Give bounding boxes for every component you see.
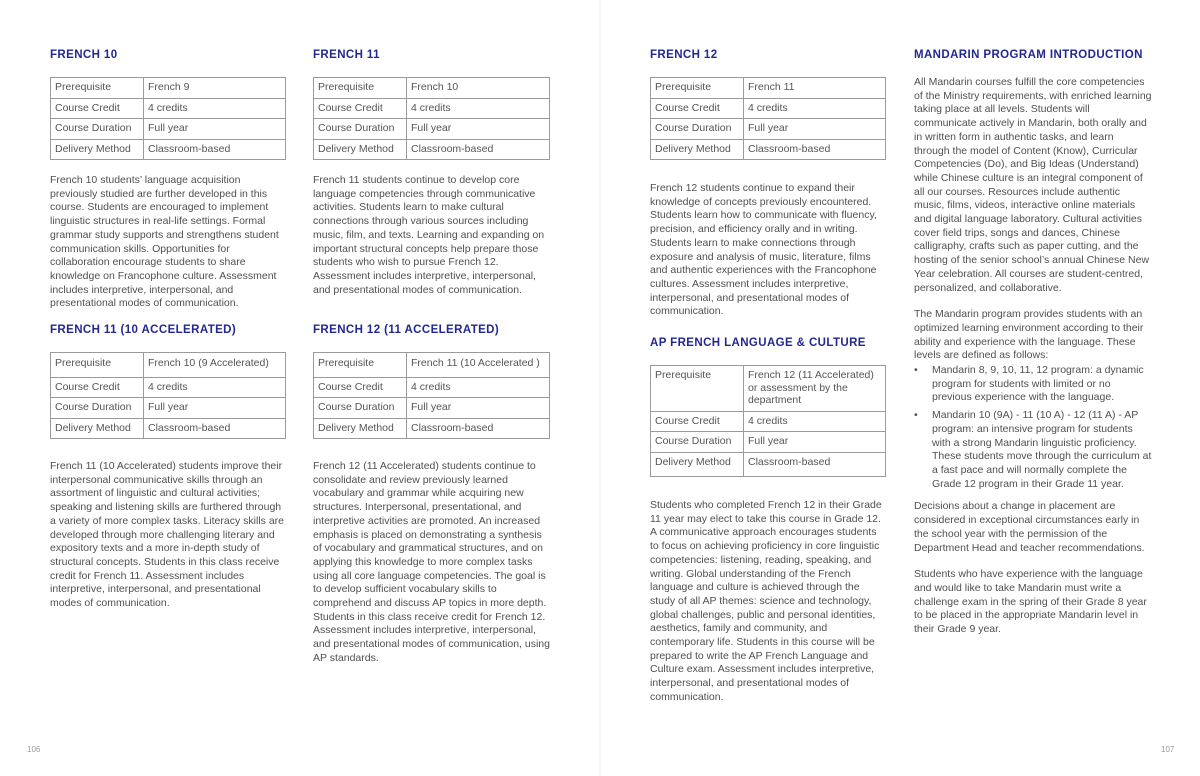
prereq-value: French 11 <box>744 78 886 99</box>
table-row <box>314 98 550 119</box>
delivery-label: Delivery Method <box>314 139 407 160</box>
table-row <box>651 366 886 412</box>
section-title: FRENCH 12 (11 ACCELERATED) <box>313 324 500 336</box>
section-title: MANDARIN PROGRAM INTRODUCTION <box>914 49 1143 61</box>
table-row <box>314 398 550 419</box>
section-french-11-10-accelerated <box>50 323 286 611</box>
course-description: Students who completed French 12 in their Grade 11 year may elect to take this course in Grade 12. A communicative approach encourages students to focus on achieving proficiency in core linguistic competencies: listening, reading, speaking, and writing. Global understanding of the French language and culture is achieved through the study of all AP themes: science and technology, global challenges, public and personal identities, aesthetics, family and community, and contemporary life. Students in this course will be prepared to write the AP French Language and Culture exam. Assessment includes interpretive, interpersonal, and presentational modes of communication. <box>650 499 882 703</box>
table-row <box>651 139 886 160</box>
intro-paragraph: All Mandarin courses fulfill the core competencies of the Ministry requirements, with enriched learning taking place at all levels. Students will communicate actively in Mandarin, both orally and in written form in authentic tasks, and learn through the model of Content (Know), Curricular Competencies (Do), and Big Ideas (Understand) while Chinese culture is an integral component of all our courses. Resources include authentic music, films, videos, interactive online materials and digital language laboratory. Cultural activities cover field trips, songs and dances, Chinese calligraphy, crafts such as paper cutting, and the hosting of the senior school’s annual Chinese New Year celebration. All courses are student-centred, personalized, and collaborative. <box>914 76 1152 294</box>
credit-label: Course Credit <box>314 98 407 119</box>
table-row <box>651 432 886 453</box>
table-row <box>314 119 550 140</box>
prereq-label: Prerequisite <box>51 78 144 99</box>
credit-value: 4 credits <box>744 98 886 119</box>
credit-value: 4 credits <box>744 411 886 432</box>
section-french-11 <box>313 48 550 297</box>
duration-label: Course Duration <box>651 119 744 140</box>
table-row <box>51 78 286 99</box>
table-row <box>314 78 550 99</box>
section-title: FRENCH 10 <box>50 49 118 61</box>
duration-value: Full year <box>144 119 286 140</box>
section-title: FRENCH 12 <box>650 49 718 61</box>
duration-label: Course Duration <box>314 119 407 140</box>
bullet-marker: • <box>914 364 918 377</box>
prereq-label: Prerequisite <box>314 353 407 378</box>
course-description: French 11 (10 Accelerated) students improve their interpersonal communicative skills through an assortment of linguistic and cultural activities; speaking and listening skills are furthered through a variety of more complex tasks. Literacy skills are developed through more challenging literary and expository texts and a more in-depth study of structural concepts. Students in this class receive credit for French 11. Assessment includes interpretive, interpersonal, and presentational modes of communication. <box>50 460 284 610</box>
duration-value: Full year <box>407 119 550 140</box>
delivery-label: Delivery Method <box>51 139 144 160</box>
prereq-value: French 9 <box>144 78 286 99</box>
page-fold <box>599 0 601 776</box>
duration-label: Course Duration <box>314 398 407 419</box>
table-row <box>51 418 286 439</box>
prereq-value: French 11 (10 Accelerated ) <box>407 353 550 378</box>
table-row <box>51 98 286 119</box>
table-row <box>51 377 286 398</box>
course-info-table <box>313 352 550 439</box>
section-french-10 <box>50 48 286 311</box>
delivery-value: Classroom-based <box>144 139 286 160</box>
placement-paragraph: Decisions about a change in placement are considered in exceptional circumstances early in the school year with the permission of the Department Head and teacher recommendations. <box>914 500 1145 554</box>
delivery-value: Classroom-based <box>744 452 886 477</box>
section-ap-french <box>650 336 886 705</box>
duration-value: Full year <box>407 398 550 419</box>
course-description: French 10 students’ language acquisition previously studied are further developed in this course. Students are encouraged to implement linguistic structures in real-life settings. Formal grammar study supports and strengthens student communication skills. Opportunities for collaboration encourage students to share knowledge on Francophone culture. Assessment includes interpretive, interpersonal, and presentational modes of communication. <box>50 174 279 310</box>
table-row <box>314 418 550 439</box>
section-french-12 <box>650 48 886 319</box>
prereq-label: Prerequisite <box>651 78 744 99</box>
duration-label: Course Duration <box>651 432 744 453</box>
program-levels-list <box>914 364 1152 491</box>
credit-label: Course Credit <box>51 377 144 398</box>
levels-paragraph: The Mandarin program provides students with an optimized learning environment according to their ability and experience with the language. These levels are defined as follows: <box>914 308 1144 362</box>
table-row <box>51 353 286 378</box>
credit-value: 4 credits <box>407 377 550 398</box>
section-mandarin-intro <box>914 48 1152 637</box>
course-info-table <box>50 352 286 439</box>
list-item-text: Mandarin 8, 9, 10, 11, 12 program: a dynamic program for students with limited or no previous experience with the language. <box>932 364 1144 404</box>
credit-value: 4 credits <box>144 98 286 119</box>
table-row <box>651 78 886 99</box>
delivery-value: Classroom-based <box>407 139 550 160</box>
table-row <box>314 353 550 378</box>
credit-value: 4 credits <box>407 98 550 119</box>
delivery-label: Delivery Method <box>651 452 744 477</box>
credit-label: Course Credit <box>51 98 144 119</box>
bullet-marker: • <box>914 409 918 422</box>
section-title: FRENCH 11 (10 ACCELERATED) <box>50 324 237 336</box>
course-info-table <box>650 77 886 160</box>
prereq-value: French 10 (9 Accelerated) <box>144 353 286 378</box>
course-description: French 12 (11 Accelerated) students continue to consolidate and review previously learned vocabulary and grammar while acquiring new structures. Interpersonal, presentational, and interpretive activities are promoted. An increased emphasis is placed on demonstrating a synthesis of vocabulary and grammatical structures, and on applying this knowledge to more complex tasks using all core language competencies. The goal is to develop sufficient vocabulary skills to comprehend and discuss AP topics in more depth. Students in this class receive credit for French 12. Assessment includes interpretive, interpersonal, and presentational modes of communication, using AP standards. <box>313 460 550 664</box>
page-number-left: 106 <box>27 745 41 754</box>
course-info-table <box>650 365 886 477</box>
table-row <box>651 452 886 477</box>
list-item-text: Mandarin 10 (9A) - 11 (10 A) - 12 (11 A) - AP program: an intensive program for students with a strong Mandarin linguistic proficiency. These students move through the curriculum at a fast pace and will normally complete the Grade 12 program in their Grade 11 year. <box>932 409 1152 490</box>
duration-label: Course Duration <box>51 119 144 140</box>
duration-value: Full year <box>744 432 886 453</box>
delivery-value: Classroom-based <box>144 418 286 439</box>
list-item <box>914 364 1152 405</box>
table-row <box>51 119 286 140</box>
challenge-exam-paragraph: Students who have experience with the language and would like to take Mandarin must write a challenge exam in the spring of their Grade 8 year to be placed in the appropriate Mandarin level in their Grade 9 year. <box>914 568 1147 636</box>
table-row <box>51 398 286 419</box>
delivery-label: Delivery Method <box>651 139 744 160</box>
table-row <box>651 98 886 119</box>
course-info-table <box>50 77 286 160</box>
credit-label: Course Credit <box>651 98 744 119</box>
duration-value: Full year <box>144 398 286 419</box>
section-french-12-11-accelerated <box>313 323 550 666</box>
list-item <box>914 409 1152 491</box>
prereq-label: Prerequisite <box>651 366 744 412</box>
course-description: French 11 students continue to develop core language competencies through communicative activities. Students learn to make cultural connections through various sources including music, film, and texts. Learning and expanding on important structural concepts help prepare those students who wish to pursue French 12. Assessment includes interpretive, interpersonal, and presentational modes of communication. <box>313 174 545 296</box>
delivery-label: Delivery Method <box>314 418 407 439</box>
duration-label: Course Duration <box>51 398 144 419</box>
page-number-right: 107 <box>1161 745 1175 754</box>
credit-label: Course Credit <box>314 377 407 398</box>
delivery-value: Classroom-based <box>744 139 886 160</box>
prereq-value: French 12 (11 Accelerated) or assessment by the department <box>744 366 886 412</box>
section-title: FRENCH 11 <box>313 49 380 61</box>
table-row <box>314 139 550 160</box>
credit-value: 4 credits <box>144 377 286 398</box>
section-title: AP FRENCH LANGUAGE & CULTURE <box>650 337 866 349</box>
prereq-value: French 10 <box>407 78 550 99</box>
delivery-value: Classroom-based <box>407 418 550 439</box>
table-row <box>314 377 550 398</box>
table-row <box>651 119 886 140</box>
course-description: French 12 students continue to expand their knowledge of concepts previously encountered. Students learn how to communicate with fluency, precision, and efficiency orally and in writing. Students learn to make connections through exposure and analysis of music, literature, films and authentic experiences with the Francophone cultures. Assessment includes interpretive, interpersonal, and presentational modes of communication. <box>650 182 877 318</box>
credit-label: Course Credit <box>651 411 744 432</box>
prereq-label: Prerequisite <box>314 78 407 99</box>
course-info-table <box>313 77 550 160</box>
table-row <box>51 139 286 160</box>
prereq-label: Prerequisite <box>51 353 144 378</box>
duration-value: Full year <box>744 119 886 140</box>
table-row <box>651 411 886 432</box>
delivery-label: Delivery Method <box>51 418 144 439</box>
